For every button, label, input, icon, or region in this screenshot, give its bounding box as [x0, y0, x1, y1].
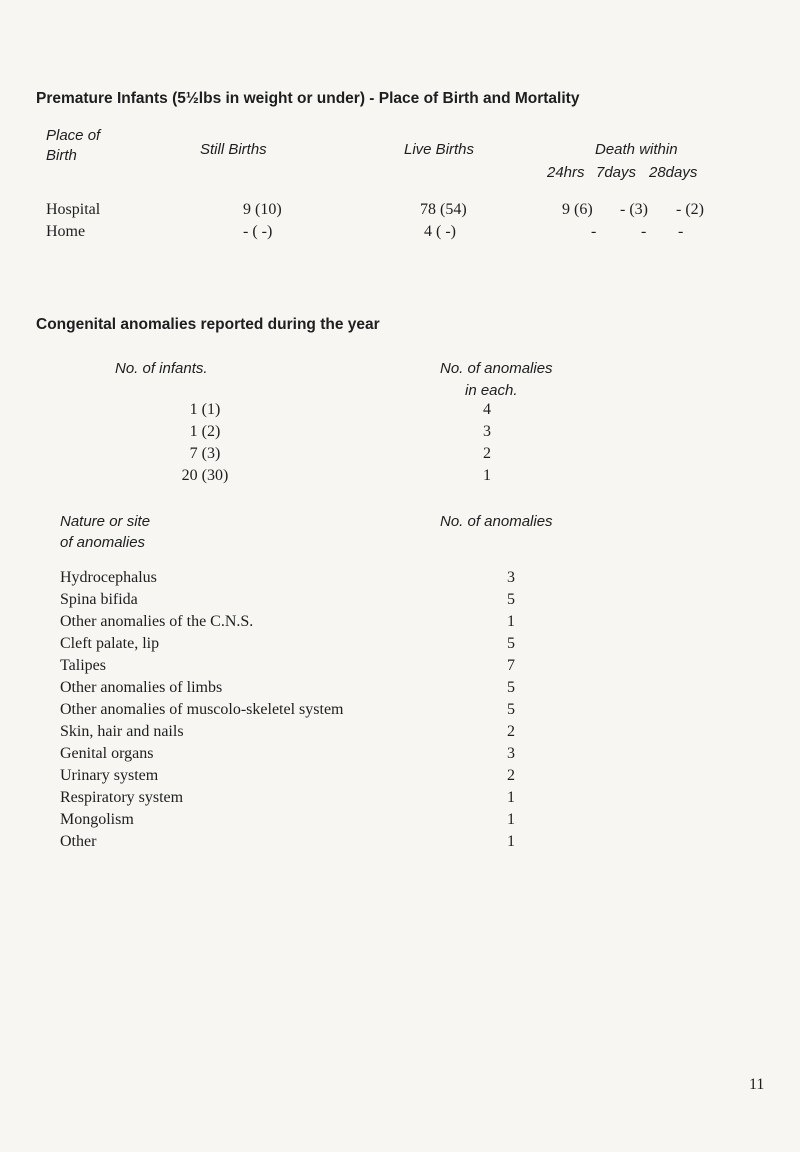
page-number: 11	[749, 1076, 765, 1093]
site-count: 3	[507, 569, 515, 586]
site-label: Mongolism	[60, 811, 134, 828]
row-live: 4 ( -)	[424, 223, 456, 240]
site-count: 5	[507, 679, 515, 696]
header-7days: 7days	[596, 164, 637, 181]
site-count: 1	[507, 789, 515, 806]
row-24hrs: -	[591, 223, 597, 240]
site-label: Other anomalies of muscolo-skeletel system	[60, 701, 344, 718]
site-label: Skin, hair and nails	[60, 723, 184, 740]
infants-count: 1 (1)	[189, 401, 221, 418]
header-24hrs: 24hrs	[547, 164, 585, 181]
header-no-of-anomalies: No. of anomalies	[440, 360, 553, 377]
site-count: 5	[507, 591, 515, 608]
congenital-title: Congenital anomalies reported during the year	[36, 316, 380, 333]
header-in-each: in each.	[465, 382, 518, 399]
site-count: 5	[507, 701, 515, 718]
header-nature-or-site: Nature or site	[60, 513, 151, 530]
site-label: Urinary system	[60, 767, 159, 784]
header-birth: Birth	[46, 147, 77, 164]
row-place: Home	[46, 223, 86, 240]
header-live-births: Live Births	[404, 141, 475, 158]
site-count: 1	[507, 811, 515, 828]
site-count: 5	[507, 635, 515, 652]
row-live: 78 (54)	[420, 201, 467, 218]
anomalies-in-each: 4	[483, 401, 491, 418]
row-24hrs: 9 (6)	[562, 201, 593, 218]
site-label: Talipes	[60, 657, 106, 674]
header-no-of-anomalies-2: No. of anomalies	[440, 513, 553, 530]
row-7days: -	[641, 223, 647, 240]
site-count: 1	[507, 833, 515, 850]
site-label: Other anomalies of the C.N.S.	[60, 613, 254, 630]
row-place: Hospital	[46, 201, 101, 218]
site-count: 3	[507, 745, 515, 762]
row-28days: -	[678, 223, 684, 240]
infants-count: 1 (2)	[189, 423, 221, 440]
infants-count: 20 (30)	[181, 467, 229, 484]
site-label: Genital organs	[60, 745, 154, 762]
row-7days: - (3)	[620, 201, 648, 218]
header-place-of: Place of	[46, 127, 101, 144]
header-28days: 28days	[649, 164, 698, 181]
row-still: 9 (10)	[243, 201, 282, 218]
header-still-births: Still Births	[200, 141, 267, 158]
site-count: 2	[507, 723, 515, 740]
site-count: 1	[507, 613, 515, 630]
site-label: Hydrocephalus	[60, 569, 157, 586]
site-label: Other	[60, 833, 97, 850]
anomalies-in-each: 3	[483, 423, 491, 440]
header-no-of-infants: No. of infants.	[115, 360, 208, 377]
row-still: - ( -)	[243, 223, 273, 240]
row-28days: - (2)	[676, 201, 704, 218]
site-label: Other anomalies of limbs	[60, 679, 223, 696]
site-label: Cleft palate, lip	[60, 635, 160, 652]
anomalies-in-each: 2	[483, 445, 491, 462]
site-count: 7	[507, 657, 515, 674]
infants-count: 7 (3)	[189, 445, 221, 462]
premature-title: Premature Infants (5½lbs in weight or under) - Place of Birth and Mortality	[36, 90, 580, 107]
anomalies-in-each: 1	[483, 467, 491, 484]
site-label: Respiratory system	[60, 789, 184, 806]
site-label: Spina bifida	[60, 591, 138, 608]
header-of-anomalies: of anomalies	[60, 534, 146, 551]
site-count: 2	[507, 767, 515, 784]
header-death-within: Death within	[595, 141, 678, 158]
